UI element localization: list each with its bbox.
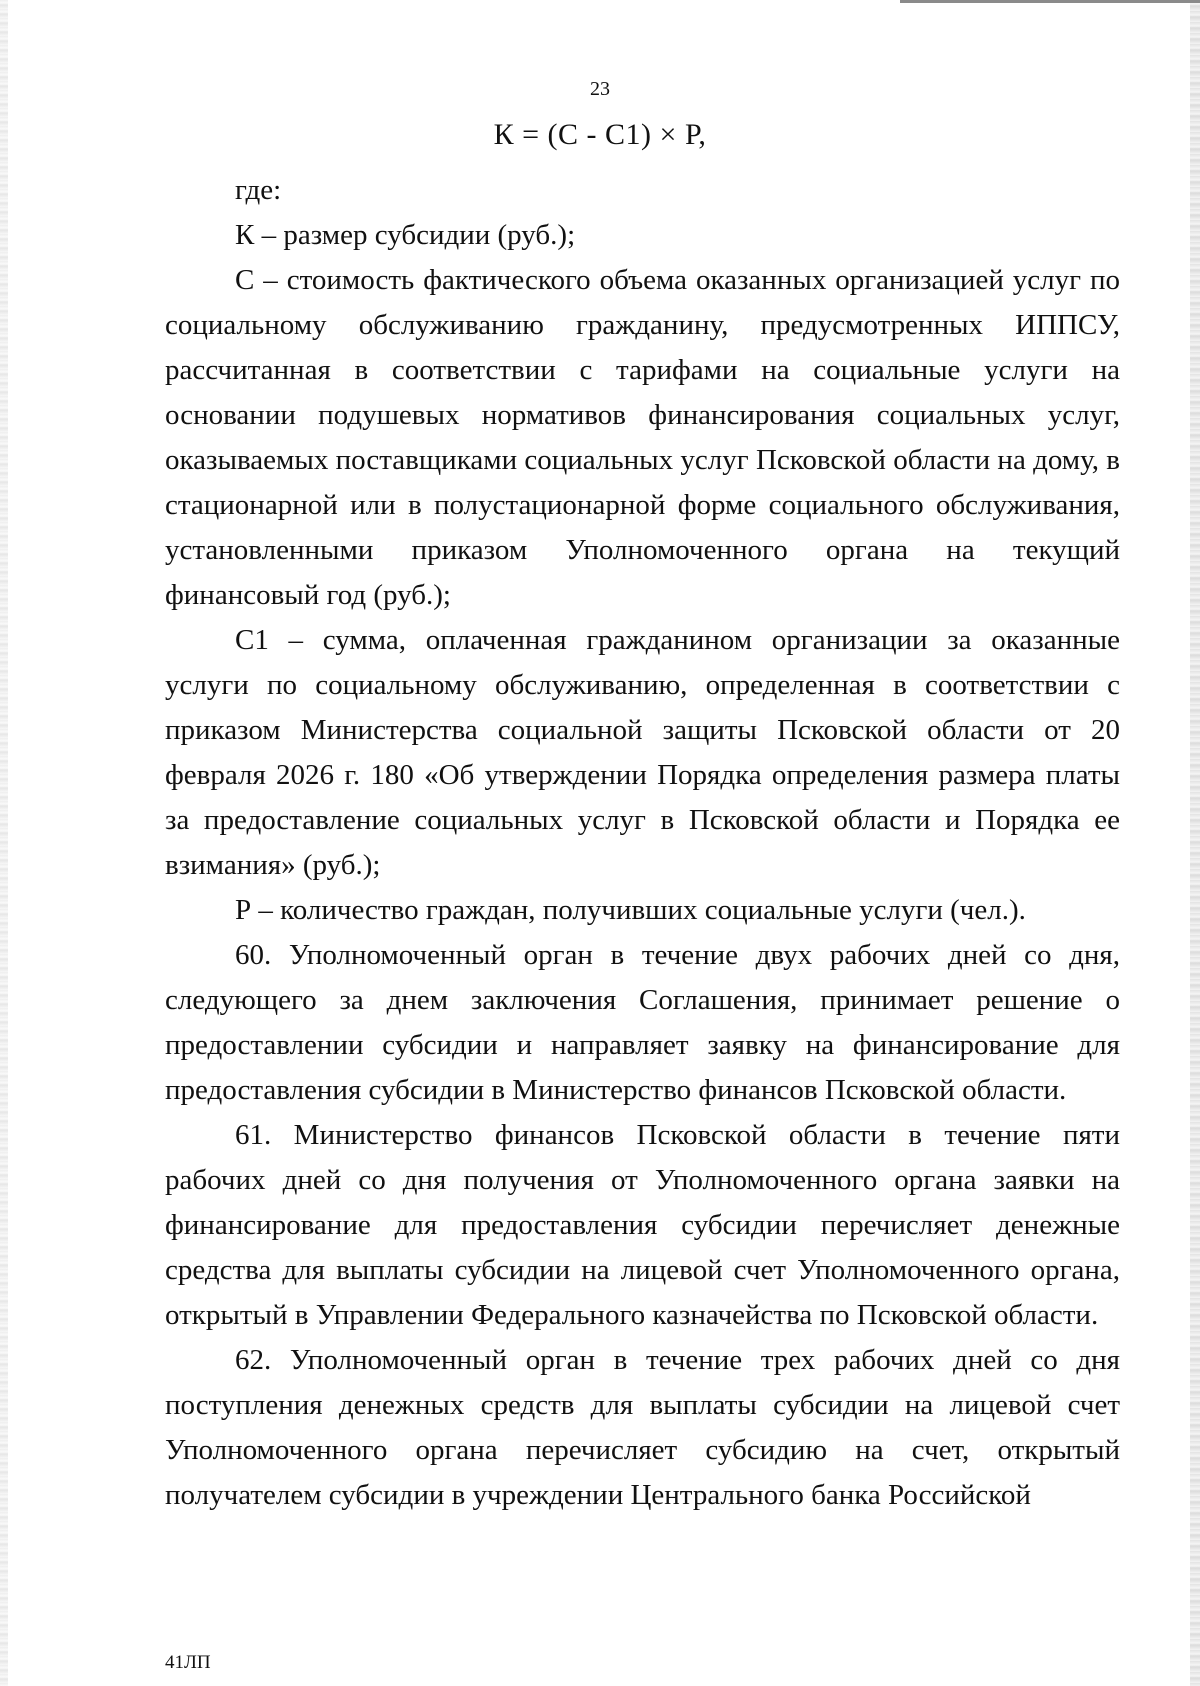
paragraph-item-61: 61. Министерство финансов Псковской области в течение пяти рабочих дней со дня получения от Уполномоченного органа заявки на финансирование для предоставления субсидии перечисляет денежные средства для выплаты субсидии на лицевой счет Уполномоченного органа, открытый в Управлении Федерального казначейства по Псковской области.: [165, 1119, 1120, 1331]
paragraph-c1-definition: С1 – сумма, оплаченная гражданином организации за оказанные услуги по социальному обслуживанию, определенная в соответствии с приказом Министерства социальной защиты Псковской области от 20 февраля 2026 г. 180 «Об утверждении Порядка определения размера платы за предоставление социальных услуг в Псковской области и Порядка ее взимания» (руб.);: [165, 624, 1120, 881]
footer-code: 41ЛП: [165, 1652, 211, 1673]
scan-top-line: [900, 0, 1200, 3]
paragraph-p-definition: Р – количество граждан, получивших социальные услуги (чел.).: [235, 894, 1026, 926]
paragraph-item-62: 62. Уполномоченный орган в течение трех рабочих дней со дня поступления денежных средств для выплаты субсидии на лицевой счет Уполномоченного органа перечисляет субсидию на счет, открытый получателем субсидии в учреждении Центрального банка Российской: [165, 1344, 1120, 1511]
paragraph-where: где:: [235, 174, 282, 206]
subsidy-formula: К = (С - С1) × Р,: [493, 118, 707, 151]
scan-edge-left: [0, 0, 8, 1686]
scan-edge-right: [1190, 0, 1200, 1686]
document-body: [165, 168, 1120, 1518]
paragraph-c-definition: С – стоимость фактического объема оказанных организацией услуг по социальному обслуживанию гражданину, предусмотренных ИППСУ, рассчитанная в соответствии с тарифами на социальные услуги на основании подушевых нормативов финансирования социальных услуг, оказываемых поставщиками социальных услуг Псковской области на дому, в стационарной или в полустационарной форме социального обслуживания, установленными приказом Уполномоченного органа на текущий финансовый год (руб.);: [165, 264, 1120, 611]
paragraph-k-definition: К – размер субсидии (руб.);: [235, 219, 576, 251]
page-number: 23: [590, 78, 610, 100]
paragraph-item-60: 60. Уполномоченный орган в течение двух рабочих дней со дня, следующего за днем заключения Соглашения, принимает решение о предоставлении субсидии и направляет заявку на финансирование для предоставления субсидии в Министерство финансов Псковской области.: [165, 939, 1120, 1106]
